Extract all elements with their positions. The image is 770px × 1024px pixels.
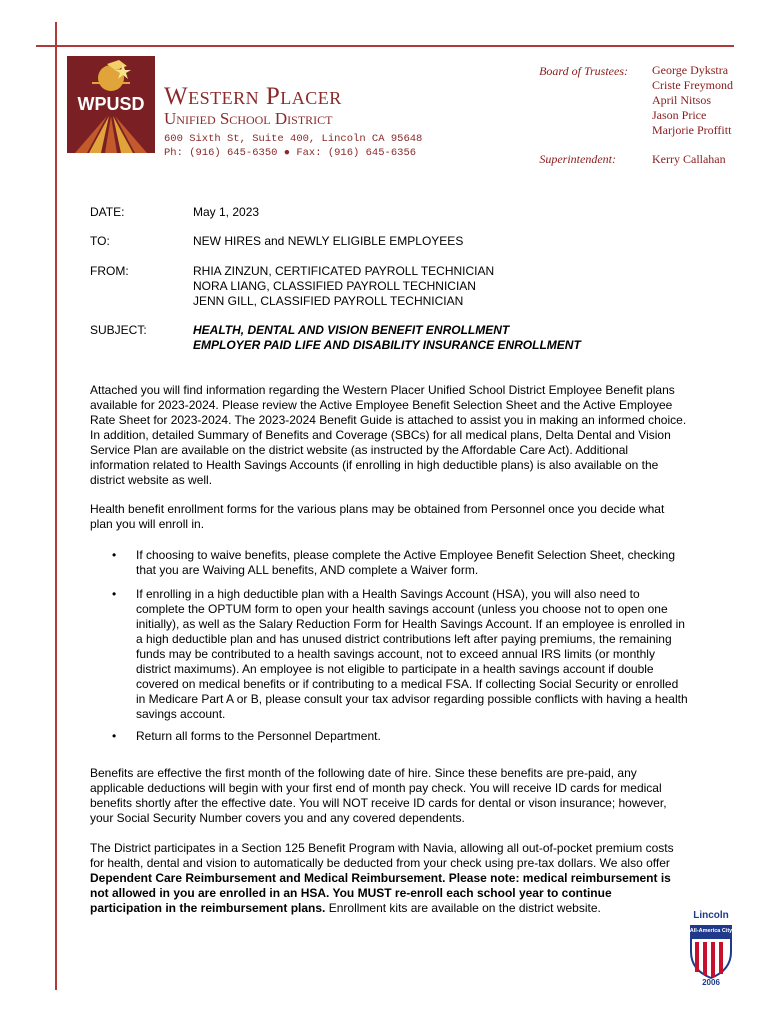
bullet-text: If choosing to waive benefits, please complete the Active Employee Benefit Selection Sheet, checking that you are Waiving ALL benefits, AND complete a Waiver form. [136,548,675,577]
bullet-text: Return all forms to the Personnel Department. [136,729,381,743]
subject-line: HEALTH, DENTAL AND VISION BENEFIT ENROLLMENT [193,323,510,337]
badge-label: All-America City [689,928,733,934]
address-line: 600 Sixth St, Suite 400, Lincoln CA 95648 [164,133,423,145]
reimbursement-note: Dependent Care Reimbursement and Medical Reimbursement. Please note: medical reimbursement is not allowed in you are enrolled in an HSA. You MUST re-enroll each school year to continue participation in the reimbursement plans. [90,871,671,915]
trustee-name: Marjorie Proffitt [652,123,732,137]
district-logo [67,56,155,153]
section-125-text: The District participates in a Section 125 Benefit Program with Navia, allowing all out-of-pocket premium costs for health, dental and vision to automatically be deducted from your check using pre-tax dollars. We also offer [90,841,674,870]
superintendent-name: Kerry Callahan [652,152,726,166]
paragraph-intro: Attached you will find information regarding the Western Placer Unified School District Employee Benefit plans available for 2023-2024. Please review the Active Employee Benefit Selection Sheet and the Active Employee Rate Sheet for 2023-2024. The 2023-2024 Benefit Guide is attached to assist you in making an informed choice. In addition, detailed Summary of Benefits and Coverage (SBCs) for all medical plans, Delta Dental and Vision Service Plan are available on the district website (as instructed by the Affordable Care Act). Additional information related to Health Savings Accounts (if enrolling in high deductible plans) is also available on the district website as well. [90,383,687,487]
badge-year: 2006 [702,978,720,987]
bullet-icon: • [112,548,117,562]
memo-subject [193,323,713,353]
from-label: FROM: [90,264,129,278]
to-label: TO: [90,234,110,248]
from-line: NORA LIANG, CLASSIFIED PAYROLL TECHNICIAN [193,279,476,293]
trustee-name: Criste Freymond [652,78,733,92]
memo-to: NEW HIRES and NEWLY ELIGIBLE EMPLOYEES [193,234,464,248]
paragraph-forms: Health benefit enrollment forms for the various plans may be obtained from Personnel once you decide what plan you will enroll in. [90,502,665,531]
enrollment-kits-text: Enrollment kits are available on the district website. [325,901,601,915]
from-line: JENN GILL, CLASSIFIED PAYROLL TECHNICIAN [193,294,464,308]
trustees-list [652,63,733,138]
district-name: Western Placer [164,83,342,110]
board-of-trustees-label: Board of Trustees: [539,64,628,78]
paragraph-section-125 [90,841,686,916]
all-america-city-badge [686,910,736,990]
paragraph-effective-date: Benefits are effective the first month of the following date of hire. Since these benefits are pre-paid, any applicable deductions will begin with your first end of month pay check. You will receive ID cards for medical benefits shortly after the effective date. You will NOT receive ID cards for dental or vison insurance; however, your Social Security Number covers you and any covered dependents. [90,766,667,825]
bullet-text: If enrolling in a high deductible plan with a Health Savings Account (HSA), you will also need to complete the OPTUM form to open your health savings account (unless you choose not to open one initially), as well as the Salary Reduction Form for Health Savings Account. If an employee is enrolled in a high deductible plan and has unused district contributions left after paying premiums, the remaining funds may be contributed to a health savings account, not to exceed annual IRS limits (or monthly district maximums). An employee is not eligible to participate in a health savings account if double covered on medical benefits or if contributing to a medical FSA. If collecting Social Security or enrolled in Medicare Part A or B, please consult your tax advisor regarding possible conflicts with having a health savings account. [136,587,688,721]
subject-line: EMPLOYER PAID LIFE AND DISABILITY INSURANCE ENROLLMENT [193,338,581,352]
badge-city: Lincoln [693,910,729,921]
bullet-icon: • [112,587,117,601]
memo-date: May 1, 2023 [193,205,260,219]
header-rule [36,45,734,47]
date-label: DATE: [90,205,125,219]
phone-fax-line: Ph: (916) 645-6350 ● Fax: (916) 645-6356 [164,147,417,159]
superintendent-label: Superintendent: [539,152,616,166]
subject-label: SUBJECT: [90,323,147,337]
trustee-name: Jason Price [652,108,707,122]
memo-from [193,264,713,309]
district-subtitle: Unified School District [164,109,333,128]
bullet-icon: • [112,729,117,743]
trustee-name: April Nitsos [652,93,712,107]
logo-text: WPUSD [77,94,145,114]
margin-rule [55,22,57,990]
trustee-name: George Dykstra [652,63,729,77]
from-line: RHIA ZINZUN, CERTIFICATED PAYROLL TECHNICIAN [193,264,495,278]
